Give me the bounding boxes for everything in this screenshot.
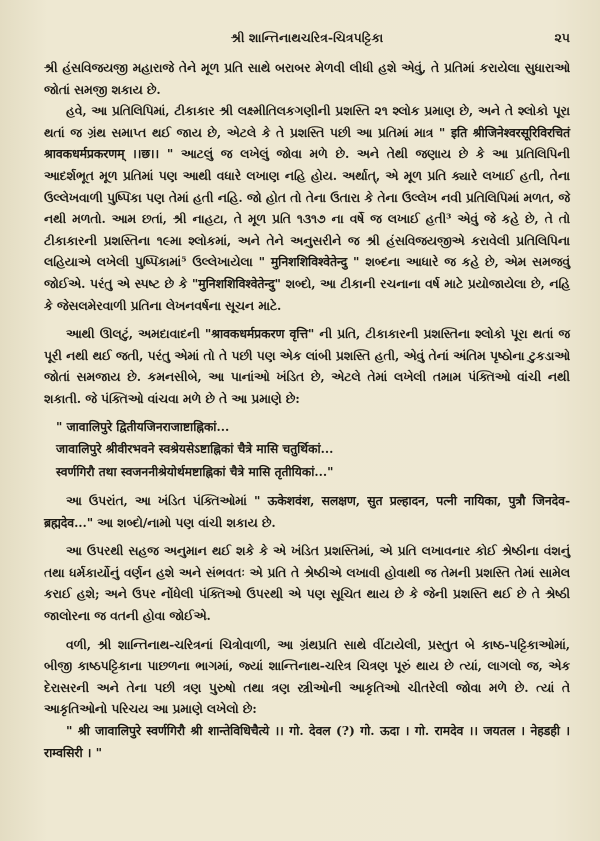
quoted-verse-block (56, 416, 570, 484)
verse-line-1: " जावालिपुरे द्वितीयजिनराजाष्टाह्निकां... (56, 419, 230, 434)
paragraph-2: હવે, આ પ્રતિલિપિમાં, ટીકાકાર શ્રી લક્ષ્મીતિલકગણીની પ્રશસ્તિ ૨૧ શ્લોક પ્રમાણ છે, અને તે શ્લોકો પૂરા થતાં જ ગ્રંથ સમાપ્ત થઈ જાય છે, એટલે કે તે પ્રશસ્તિ પછી આ પ્રતિમાં માત્ર " इति श्रीजिनेश्वरसूरिविरचितं श्रावकधर्मप्रकरणम् ।।छ।। " આટલું જ લખેલું જોવા મળે છે. અને તેથી જણાય છે કે આ પ્રતિલિપિની આદર્શભૂત મૂળ પ્રતિમાં પણ આથી વધારે લખાણ નહિ હોય. અર્થાત્, એ મૂળ પ્રતિ ક્યારે લખાઈ હતી, તેના ઉલ્લેખવાળી પુષ્પિકા પણ તેમાં હતી નહિ. જો હોત તો તેના ઉતારા કે તેના ઉલ્લેખ નવી પ્રતિલિપિમાં મળત, જે નથી મળતો. આમ છતાં, શ્રી નાહટા, તે મૂળ પ્રતિ ૧૩૧૭ ના વર્ષે જ લખાઈ હતી³ એવું જે કહે છે, તે તો ટીકાકારની પ્રશસ્તિના ૧૯મા શ્લોકમાં, અને તેને અનુસરીને જ શ્રી હંસવિજયજીએ કરાવેલી પ્રતિલિપિના લહિયાએ લખેલી પુષ્પિકામાં⁵ ઉલ્લેખાયેલા " मुनिशशिविश्वेतेन्दु " શબ્દના આધારે જ કહે છે, એમ સમજવું જોઈએ. પરંતુ એ સ્પષ્ટ છે કે "मुनिशशिविश्वेतेन्दु" શબ્દો, આ ટીકાની રચનાના વર્ષ માટે પ્રયોજાયેલા છે, નહિ કે જેસલમેરવાળી પ્રતિના લેખનવર્ષના સૂચન માટે. (44, 103, 570, 313)
verse-line-2: जावालिपुरे श्रीवीरभवने स्वश्रेयसेऽष्टाह्निकां चैत्रे मासि चतुर्थिकां... (56, 442, 334, 456)
paragraph-4: આ ઉપરાંત, આ ખંડિત પંક્તિઓમાં " ऊकेशवंश, सलक्षण, सुत प्रल्हादन, पत्नी नायिका, पुत्रौ जिनदेव-ब्रह्मदेव..." આ શબ્દો/નામો પણ વાંચી શકાય છે. (44, 493, 570, 530)
page-header (44, 30, 570, 50)
running-title: શ્રી શાન્તિનાથચરિત્ર-ચિત્રપટ્ટિકા (230, 30, 384, 45)
paragraph-5: આ ઉપરથી સહજ અનુમાન થઈ શકે કે એ ખંડિત પ્રશસ્તિમાં, એ પ્રતિ લખાવનાર કોઈ શ્રેષ્ઠીના વંશનું તથા ધર્મકાર્યોનું વર્ણન હશે અને સંભવતઃ એ પ્રતિ તે શ્રેષ્ઠીએ લખાવી હોવાથી જ તેમની પ્રશસ્તિ તેમાં સામેલ કરાઈ હશે; અને ઉપર નોંધેલી પંક્તિઓ ઉપરથી એ પણ સૂચિત થાય છે કે જેની પ્રશસ્તિ થઈ છે તે શ્રેષ્ઠી જાલોરના જ વતની હોવા જોઈએ. (44, 543, 570, 623)
final-quote: " श्री जावालिपुरे स्वर्णगिरौ श्री शान्तेविधिचैत्ये ।। गो. देवल (?) गो. ऊदा । गो. रामदेव ।। जयतल । नेहडही । राम्वसिरी । " (44, 722, 570, 760)
page-number: ૨૫ (554, 30, 570, 45)
page-body (44, 57, 570, 763)
paragraph-1: શ્રી હંસવિજયજી મહારાજે તેને મૂળ પ્રતિ સાથે બરાબર મેળવી લીધી હશે એવું, તે પ્રતિમાં કરાયેલા સુધારાઓ જોતાં સમજી શકાય છે. (44, 60, 570, 97)
verse-line-3: स्वर्णगिरौ तथा स्वजननीश्रेयोर्थमष्टाह्निकां चैत्रे मासि तृतीयिकां..." (56, 464, 334, 479)
paragraph-6: વળી, શ્રી શાન્તિનાથ-ચરિત્રનાં ચિત્રોવાળી, આ ગ્રંથપ્રતિ સાથે વીંટાયેલી, પ્રસ્તુત બે કાષ્ઠ-પટ્ટિકાઓમાં, બીજી કાષ્ઠપટ્ટિકાના પાછળના ભાગમાં, જ્યાં શાન્તિનાથ-ચરિત્ર ચિત્રણ પૂરું થાય છે ત્યાં, લાગલો જ, એક દેરાસરની અને તેના પછી ત્રણ પુરુષો તથા ત્રણ સ્ત્રીઓની આકૃતિઓ ચીતરેલી જોવા મળે છે. ત્યાં તે આકૃતિઓનો પરિચય આ પ્રમાણે લખેલો છે: (44, 636, 570, 717)
paragraph-3: આથી ઊલટું, અમદાવાદની "श्रावकधर्मप्रकरण वृत्ति" ની પ્રતિ, ટીકાકારની પ્રશસ્તિના શ્લોકો પૂરા થતાં જ પૂરી નથી થઈ જતી, પરંતુ એમાં તો તે પછી પણ એક લાંબી પ્રશસ્તિ હતી, એવું તેનાં અંતિમ પૃષ્ઠોના ટુકડાઓ જોતાં સમજાય છે. કમનસીબે, આ પાનાંઓ ખંડિત છે, એટલે તેમાં લખેલી તમામ પંક્તિઓ વાંચી નથી શકાતી. જે પંક્તિઓ વાંચવા મળે છે તે આ પ્રમાણે છે: (44, 326, 570, 406)
